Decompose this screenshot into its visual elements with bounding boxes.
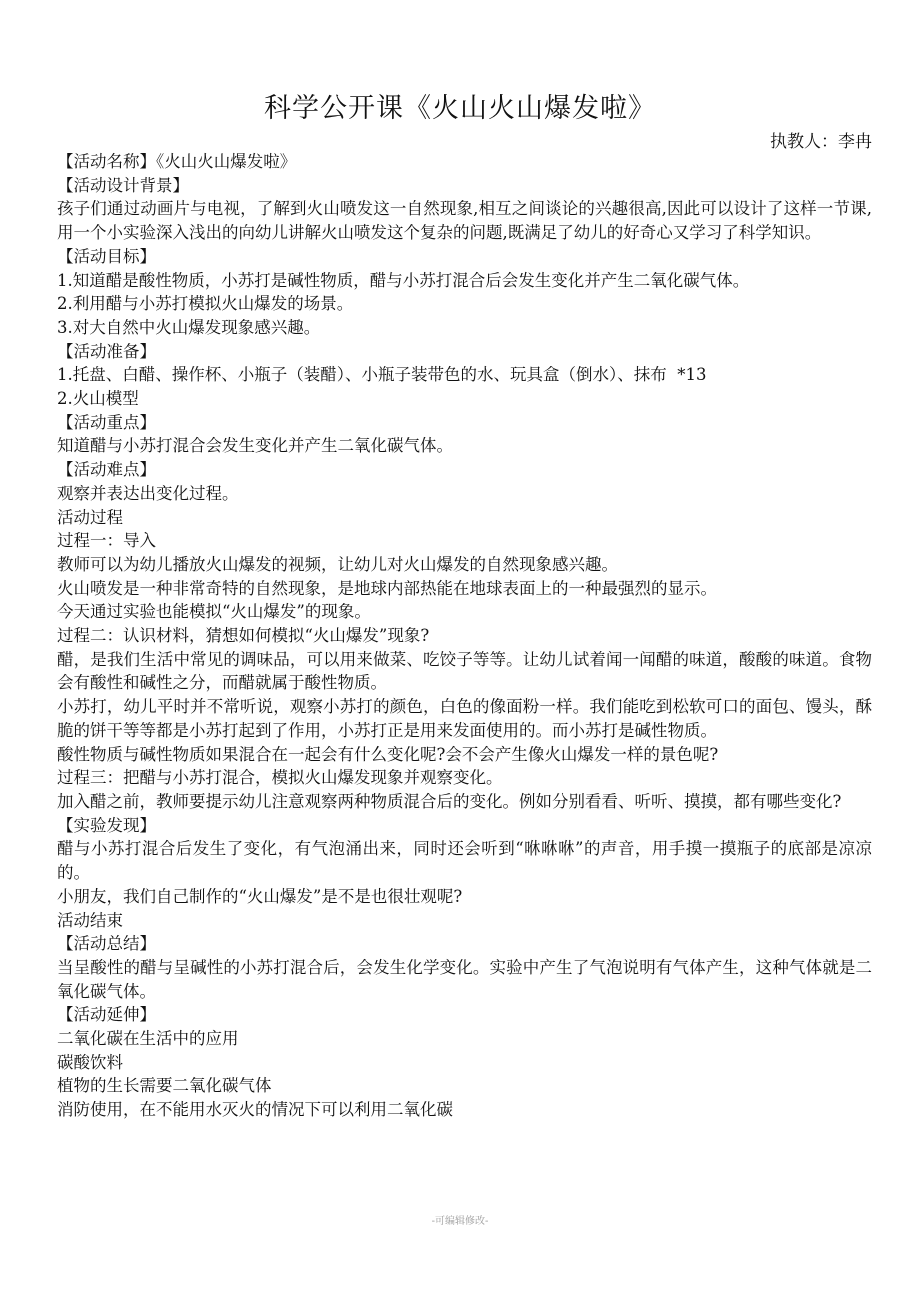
author-line: 执教人：李冉: [770, 132, 872, 152]
text-line: 酸性物质与碱性物质如果混合在一起会有什么变化呢?会不会产生像火山爆发一样的景色呢?: [57, 744, 719, 764]
text-line: 过程二：认识材料，猜想如何模拟“火山爆发”现象?: [57, 626, 430, 646]
paragraph: 当呈酸性的醋与呈碱性的小苏打混合后，会发生化学变化。实验中产生了气泡说明有气体产生，这种气体就是二氧化碳气体。: [57, 957, 872, 1001]
text-line: 活动过程: [57, 507, 123, 527]
text-line: 活动结束: [57, 910, 123, 930]
text-line: 碳酸饮料: [57, 1052, 123, 1072]
text-line: 知道醋与小苏打混合会发生变化并产生二氧化碳气体。: [57, 436, 453, 456]
text-line: 1.知道醋是酸性物质，小苏打是碱性物质，醋与小苏打混合后会发生变化并产生二氧化碳气体。: [57, 270, 750, 290]
text-line: 【活动延伸】: [57, 1005, 156, 1025]
text-line: 【活动难点】: [57, 460, 156, 480]
text-line: 今天通过实验也能模拟“火山爆发”的现象。: [57, 602, 371, 622]
text-line: 小朋友，我们自己制作的“火山爆发”是不是也很壮观呢?: [57, 886, 463, 906]
text-line: 【实验发现】: [57, 815, 156, 835]
paragraph: 小苏打，幼儿平时并不常听说，观察小苏打的颜色，白色的像面粉一样。我们能吃到松软可口的面包、馒头，酥脆的饼干等等都是小苏打起到了作用，小苏打正是用来发面使用的。而小苏打是碱性物质。: [57, 697, 872, 740]
document-body: [57, 150, 872, 1122]
text-line: 【活动设计背景】: [57, 175, 189, 195]
text-line: 过程三：把醋与小苏打混合，模拟火山爆发现象并观察变化。: [57, 768, 503, 788]
text-line: 二氧化碳在生活中的应用: [57, 1029, 239, 1049]
text-line: 消防使用，在不能用水灭火的情况下可以利用二氧化碳: [57, 1100, 453, 1120]
text-line: 3.对大自然中火山爆发现象感兴趣。: [57, 317, 321, 337]
text-line: 【活动总结】: [57, 934, 156, 954]
text-line: 过程一：导入: [57, 531, 156, 551]
text-line: 【活动准备】: [57, 341, 156, 361]
text-line: 2.火山模型: [57, 389, 139, 409]
text-line: 1.托盘、白醋、操作杯、小瓶子（装醋）、小瓶子装带色的水、玩具盒（倒水）、抹布 *13: [57, 365, 707, 385]
paragraph: 醋与小苏打混合后发生了变化，有气泡涌出来，同时还会听到“咻咻咻”的声音，用手摸一摸瓶子的底部是凉凉的。: [57, 839, 872, 883]
paragraph: 孩子们通过动画片与电视，了解到火山喷发这一自然现象,相互之间谈论的兴趣很高,因此可以设计了这样一节课,用一个小实验深入浅出的向幼儿讲解火山喷发这个复杂的问题,既满足了幼儿的好奇心又学习了科学知识。: [57, 199, 872, 243]
text-line: 【活动目标】: [57, 246, 156, 266]
text-line: 火山喷发是一种非常奇特的自然现象，是地球内部热能在地球表面上的一种最强烈的显示。: [57, 578, 717, 598]
text-line: 教师可以为幼儿播放火山爆发的视频，让幼儿对火山爆发的自然现象感兴趣。: [57, 554, 618, 574]
text-line: 2.利用醋与小苏打模拟火山爆发的场景。: [57, 294, 354, 314]
paragraph: 醋，是我们生活中常见的调味品，可以用来做菜、吃饺子等等。让幼儿试着闻一闻醋的味道，酸酸的味道。食物会有酸性和碱性之分，而醋就属于酸性物质。: [57, 649, 872, 693]
page-title: 科学公开课《火山火山爆发啦》: [264, 93, 656, 124]
paragraph: 加入醋之前，教师要提示幼儿注意观察两种物质混合后的变化。例如分别看看、听听、摸摸，都有哪些变化?: [57, 791, 842, 811]
text-line: 观察并表达出变化过程。: [57, 483, 239, 503]
page-footer: -可编辑修改-: [431, 1216, 489, 1227]
text-line: 【活动名称】《火山火山爆发啦》: [57, 152, 297, 171]
text-line: 【活动重点】: [57, 412, 156, 432]
text-line: 植物的生长需要二氧化碳气体: [57, 1076, 272, 1096]
